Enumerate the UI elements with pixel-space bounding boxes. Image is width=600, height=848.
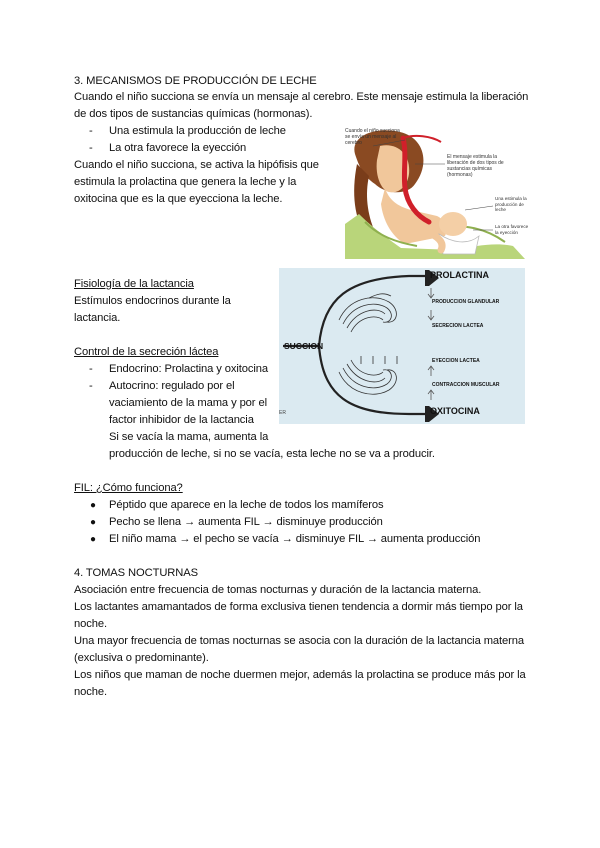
section-3-text: Cuando el niño succiona, se activa la hipófisis que (74, 159, 319, 171)
section-3-text: Cuando el niño succiona se envía un mensaje al cerebro. Este mensaje estimula la liberación (74, 91, 529, 103)
section-4-text: Una mayor frecuencia de tomas nocturnas se asocia con la duración de la lactancia materna (74, 635, 525, 647)
section-4-text: Los lactantes amamantados de forma exclusiva tienen tendencia a dormir más tiempo por la (74, 601, 523, 613)
section-3-heading: 3. MECANISMOS DE PRODUCCIÓN DE LECHE (74, 75, 317, 87)
diagram-label: PRODUCCION GLANDULAR (432, 299, 500, 305)
diagram-label: SUCCION (284, 341, 324, 351)
dash-marker: - (89, 142, 93, 154)
section-3-text: oxitocina que es la que eyecciona la leche. (74, 193, 283, 205)
fisiologia-text: lactancia. (74, 312, 121, 324)
section-4-heading: 4. TOMAS NOCTURNAS (74, 567, 198, 579)
diagram-label: CONTRACCION MUSCULAR (432, 382, 500, 388)
figure-label: El mensaje estimula la liberación de dos tipos de sustancias químicas (hormonas) (447, 154, 504, 178)
list-item: Endocrino: Prolactina y oxitocina (109, 363, 269, 375)
list-item: Péptido que aparece en la leche de todos los mamíferos (109, 499, 384, 511)
section-3-text: estimula la prolactina que genera la leche y la (74, 176, 297, 188)
control-note: Si se vacía la mama, aumenta la (109, 431, 269, 443)
breastfeeding-illustration (345, 124, 530, 259)
dash-marker: - (89, 125, 93, 137)
control-title: Control de la secreción láctea (74, 346, 219, 358)
fisiologia-title: Fisiología de la lactancia (74, 278, 194, 290)
section-4-text: noche. (74, 618, 107, 630)
figure-label: Una estimula la producción de leche (495, 196, 527, 212)
control-note: producción de leche, si no se vacía, esta leche no se va a producir. (109, 448, 435, 460)
diagram-label: SECRECION LACTEA (432, 323, 484, 329)
diagram-label: EYECCION LACTEA (432, 358, 480, 364)
list-item: Una estimula la producción de leche (109, 125, 286, 137)
bullet-marker: ● (90, 534, 97, 545)
hormone-diagram (279, 268, 525, 424)
list-item: El niño mama → el pecho se vacía → disminuye FIL → aumenta producción (109, 533, 481, 545)
fisiologia-text: Estímulos endocrinos durante la (74, 295, 231, 307)
section-4-text: Asociación entre frecuencia de tomas nocturnas y duración de la lactancia materna. (74, 584, 482, 596)
list-item: factor inhibidor de la lactancia (109, 414, 254, 426)
fil-title: FIL: ¿Cómo funciona? (74, 482, 183, 494)
list-item: vaciamiento de la mama y por el (109, 397, 267, 409)
bullet-marker: ● (90, 500, 97, 511)
section-4-text: noche. (74, 686, 107, 698)
dash-marker: - (89, 380, 93, 392)
list-item: Autocrino: regulado por el (109, 380, 235, 392)
diagram-label: PROLACTINA (430, 270, 489, 280)
diagram-label: ER (279, 410, 286, 416)
section-3-text: de dos tipos de sustancias químicas (hormonas). (74, 108, 313, 120)
section-4-text: (exclusiva o predominante). (74, 652, 209, 664)
bullet-marker: ● (90, 517, 97, 528)
section-4-text: Los niños que maman de noche duermen mejor, además la prolactina se produce más por la (74, 669, 526, 681)
diagram-label: OXITOCINA (430, 406, 480, 416)
figure-label: Cuando el niño succiona se envía un mensaje al cerebro (345, 128, 400, 146)
figure-label: La otra favorece la eyección (495, 224, 529, 235)
dash-marker: - (89, 363, 93, 375)
list-item: La otra favorece la eyección (109, 142, 247, 154)
list-item: Pecho se llena → aumenta FIL → disminuye producción (109, 516, 383, 528)
